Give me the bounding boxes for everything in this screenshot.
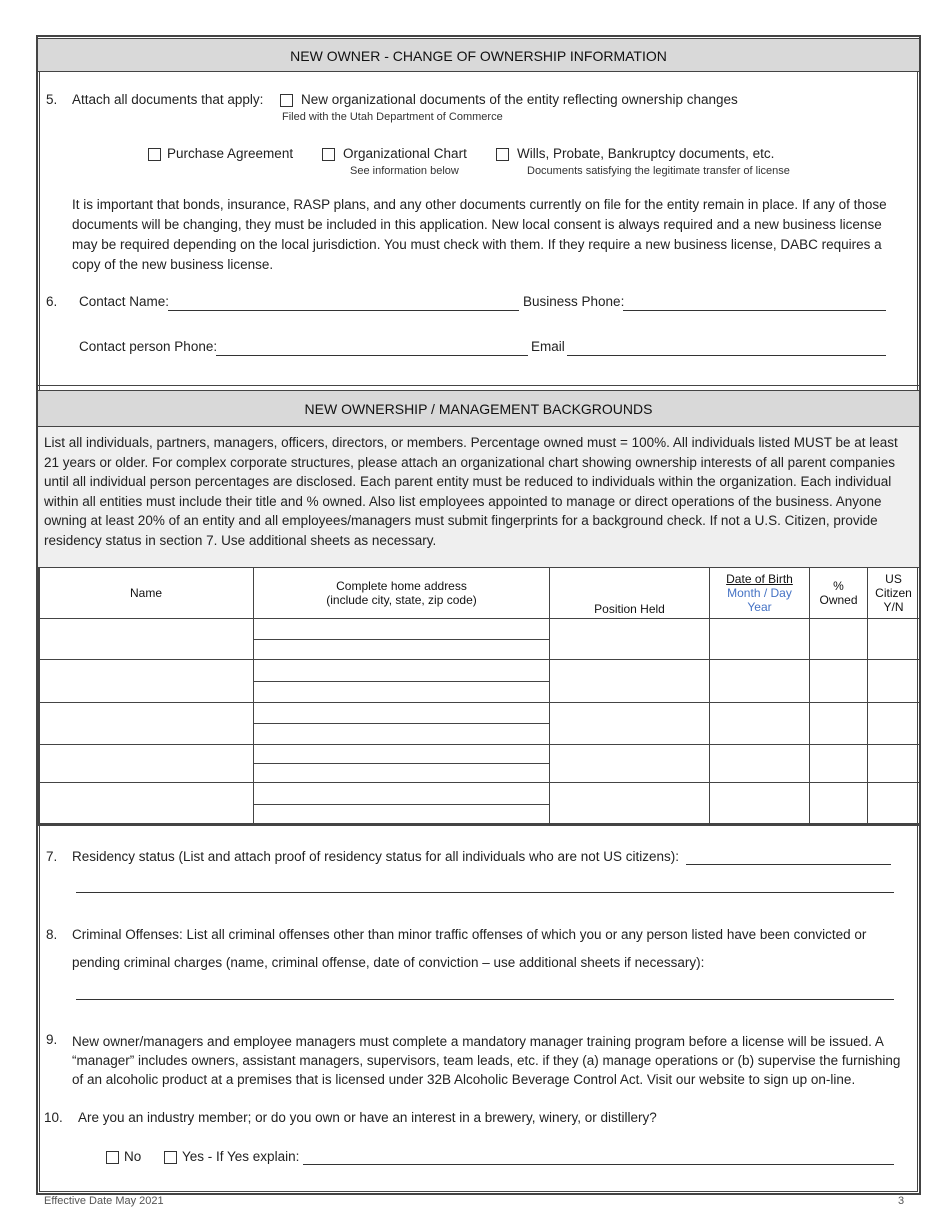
citizen-cell[interactable] xyxy=(868,660,920,703)
col-us-line2: Citizen xyxy=(875,586,912,600)
col-address-line2: (include city, state, zip code) xyxy=(326,593,477,607)
table-row xyxy=(39,783,920,826)
q10-number: 10. xyxy=(44,1110,63,1125)
address-cell[interactable] xyxy=(254,660,550,703)
org-docs-checkbox[interactable] xyxy=(280,94,293,107)
name-cell[interactable] xyxy=(39,619,254,660)
citizen-cell[interactable] xyxy=(868,745,920,783)
address-cell[interactable] xyxy=(254,745,550,783)
criminal-offenses-field[interactable] xyxy=(76,999,894,1000)
table-row xyxy=(39,745,920,783)
section-header-new-owner: NEW OWNER - CHANGE OF OWNERSHIP INFORMATION xyxy=(38,38,919,72)
col-dob-month-day: Month / Day xyxy=(727,586,792,600)
wills-probate-checkbox[interactable] xyxy=(496,148,509,161)
q10-text: Are you an industry member; or do you own or have an interest in a brewery, winery, or distillery? xyxy=(78,1110,657,1125)
residency-status-field-2[interactable] xyxy=(76,892,894,893)
col-address xyxy=(254,568,550,619)
position-cell[interactable] xyxy=(550,619,710,660)
col-address-line1: Complete home address xyxy=(336,579,467,593)
col-dob xyxy=(710,568,810,619)
contact-name-field[interactable] xyxy=(168,310,519,311)
no-label: No xyxy=(124,1149,142,1164)
purchase-agreement-label: Purchase Agreement xyxy=(167,146,294,161)
address-cell[interactable] xyxy=(254,703,550,745)
yes-label: Yes - If Yes explain: xyxy=(182,1149,300,1164)
percent-cell[interactable] xyxy=(810,619,868,660)
col-us-line1: US xyxy=(885,572,902,586)
email-label: Email xyxy=(531,339,565,354)
q5-number: 5. xyxy=(46,92,58,107)
q9-number: 9. xyxy=(46,1032,58,1047)
col-percent-symbol: % xyxy=(833,579,844,593)
q7-text: Residency status (List and attach proof of residency status for all individuals who are not US citizens): xyxy=(72,849,680,864)
col-position: Position Held xyxy=(550,568,710,619)
percent-cell[interactable] xyxy=(810,745,868,783)
citizen-cell[interactable] xyxy=(868,783,920,826)
yes-checkbox[interactable] xyxy=(164,1151,177,1164)
dob-cell[interactable] xyxy=(710,703,810,745)
dob-cell[interactable] xyxy=(710,745,810,783)
footer-page-number: 3 xyxy=(898,1195,905,1207)
percent-cell[interactable] xyxy=(810,783,868,826)
footer-effective-date: Effective Date May 2021 xyxy=(44,1195,164,1207)
address-cell[interactable] xyxy=(254,619,550,660)
org-chart-checkbox[interactable] xyxy=(322,148,335,161)
q5-label: Attach all documents that apply: xyxy=(72,92,264,107)
col-name: Name xyxy=(39,568,254,619)
email-field[interactable] xyxy=(567,355,886,356)
name-cell[interactable] xyxy=(39,660,254,703)
percent-cell[interactable] xyxy=(810,703,868,745)
position-cell[interactable] xyxy=(550,660,710,703)
table-row xyxy=(39,703,920,745)
backgrounds-instructions: List all individuals, partners, managers, officers, directors, or members. Percentage owned must = 100%. All individuals listed MUST be at least 21 years or older. For complex corporate structures, please attach an organizational chart showing ownership interests of all parent companies until all individual person percentages are disclosed. Each parent entity must be reduced to individuals within the organization. Each individual within all entities must include their title and % owned. Also list employees appointed to manage or direct operations of the business. Anyone owning at least 20% of an entity and all employees/managers must submit fingerprints for a background check. If not a U.S. Citizen, provide residency status in section 7. Use additional sheets as necessary. xyxy=(44,435,898,548)
divider xyxy=(38,823,919,825)
q7-number: 7. xyxy=(46,849,58,864)
address-cell[interactable] xyxy=(254,783,550,826)
col-percent-owned xyxy=(810,568,868,619)
q5-paragraph: It is important that bonds, insurance, RASP plans, and any other documents currently on file for the entity remain in place. If any of those documents will be changing, they must be included in this application. New local consent is always required and a new business license may be required depending on the local jurisdiction. You must check with them. If they require a new business license, DABC requires a copy of the new business license. xyxy=(72,197,887,272)
q6-number: 6. xyxy=(46,294,58,309)
dob-cell[interactable] xyxy=(710,660,810,703)
contact-phone-label: Contact person Phone: xyxy=(79,339,218,354)
no-checkbox[interactable] xyxy=(106,1151,119,1164)
dob-cell[interactable] xyxy=(710,619,810,660)
residency-status-field[interactable] xyxy=(686,864,891,865)
col-us-line3: Y/N xyxy=(883,600,904,614)
col-dob-year: Year xyxy=(747,600,772,614)
col-us-citizen xyxy=(868,568,920,619)
wills-probate-note: Documents satisfying the legitimate transfer of license xyxy=(527,165,790,177)
business-phone-label: Business Phone: xyxy=(523,294,625,309)
q8-number: 8. xyxy=(46,927,58,942)
citizen-cell[interactable] xyxy=(868,703,920,745)
name-cell[interactable] xyxy=(39,783,254,826)
ownership-table xyxy=(38,567,920,826)
purchase-agreement-checkbox[interactable] xyxy=(148,148,161,161)
name-cell[interactable] xyxy=(39,703,254,745)
table-row xyxy=(39,660,920,703)
org-chart-note: See information below xyxy=(350,165,459,177)
dob-cell[interactable] xyxy=(710,783,810,826)
col-percent-label: Owned xyxy=(819,593,858,607)
q8-line2: pending criminal charges (name, criminal offense, date of conviction – use additional sheets if necessary): xyxy=(72,955,705,970)
divider xyxy=(38,385,919,386)
percent-cell[interactable] xyxy=(810,660,868,703)
org-docs-note: Filed with the Utah Department of Commerce xyxy=(282,111,503,123)
name-cell[interactable] xyxy=(39,745,254,783)
wills-probate-label: Wills, Probate, Bankruptcy documents, etc. xyxy=(517,146,775,161)
position-cell[interactable] xyxy=(550,703,710,745)
org-chart-label: Organizational Chart xyxy=(343,146,467,161)
section-header-backgrounds: NEW OWNERSHIP / MANAGEMENT BACKGROUNDS xyxy=(38,390,919,427)
position-cell[interactable] xyxy=(550,783,710,826)
contact-phone-field[interactable] xyxy=(216,355,528,356)
col-dob-title: Date of Birth xyxy=(726,572,793,586)
business-phone-field[interactable] xyxy=(623,310,886,311)
table-row xyxy=(39,619,920,660)
org-docs-label: New organizational documents of the entity reflecting ownership changes xyxy=(301,92,738,107)
table-header-row xyxy=(39,568,920,619)
position-cell[interactable] xyxy=(550,745,710,783)
citizen-cell[interactable] xyxy=(868,619,920,660)
q8-line1: Criminal Offenses: List all criminal offenses other than minor traffic offenses of which you or any person listed have been convicted or xyxy=(72,927,867,942)
contact-name-label: Contact Name: xyxy=(79,294,170,309)
industry-explain-field[interactable] xyxy=(303,1164,894,1165)
q9-text: New owner/managers and employee managers must complete a mandatory manager training program before a license will be issued. A “manager” includes owners, assistant managers, supervisors, team leads, etc. if they (a) manage operations or (b) supervise the furnishing of an alcoholic product at a premises that is licensed under 32B Alcoholic Beverage Control Act. Visit our website to sign up on-line. xyxy=(72,1034,901,1087)
